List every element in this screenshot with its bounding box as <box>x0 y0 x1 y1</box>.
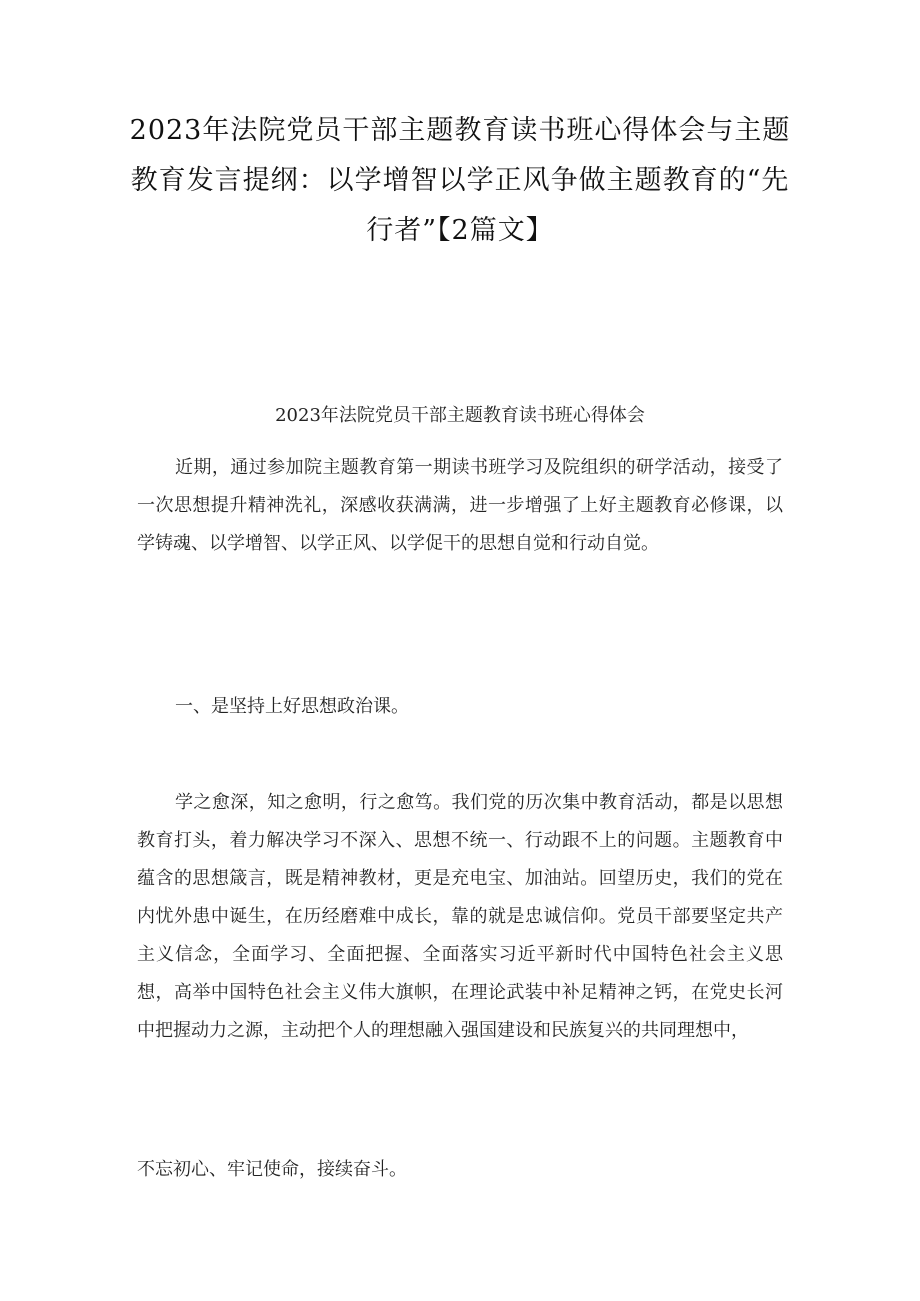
paragraph-intro: 近期，通过参加院主题教育第一期读书班学习及院组织的研学活动，接受了一次思想提升精神洗礼，深感收获满满，进一步增强了上好主题教育必修课，以学铸魂、以学增智、以学正风、以学促干的思想自觉和行动自觉。 <box>137 457 783 554</box>
paragraph-heading-one: 一、是坚持上好思想政治课。 <box>175 696 409 717</box>
section-title: 2023年法院党员干部主题教育读书班心得体会 <box>275 405 645 426</box>
document-title: 2023年法院党员干部主题教育读书班心得体会与主题教育发言提纲：以学增智以学正风争做主题教育的“先行者”【2篇文】 <box>129 115 791 246</box>
paragraph-closing: 不忘初心、牢记使命，接续奋斗。 <box>137 1159 407 1180</box>
paragraph-body: 学之愈深，知之愈明，行之愈笃。我们党的历次集中教育活动，都是以思想教育打头，着力解决学习不深入、思想不统一、行动跟不上的问题。主题教育中蕴含的思想箴言，既是精神教材，更是充电宝、加油站。回望历史，我们的党在内忧外患中诞生，在历经磨难中成长，靠的就是忠诚信仰。党员干部要坚定共产主义信念，全面学习、全面把握、全面落实习近平新时代中国特色社会主义思想，高举中国特色社会主义伟大旗帜，在理论武装中补足精神之钙，在党史长河中把握动力之源，主动把个人的理想融入强国建设和民族复兴的共同理想中， <box>137 792 783 1041</box>
